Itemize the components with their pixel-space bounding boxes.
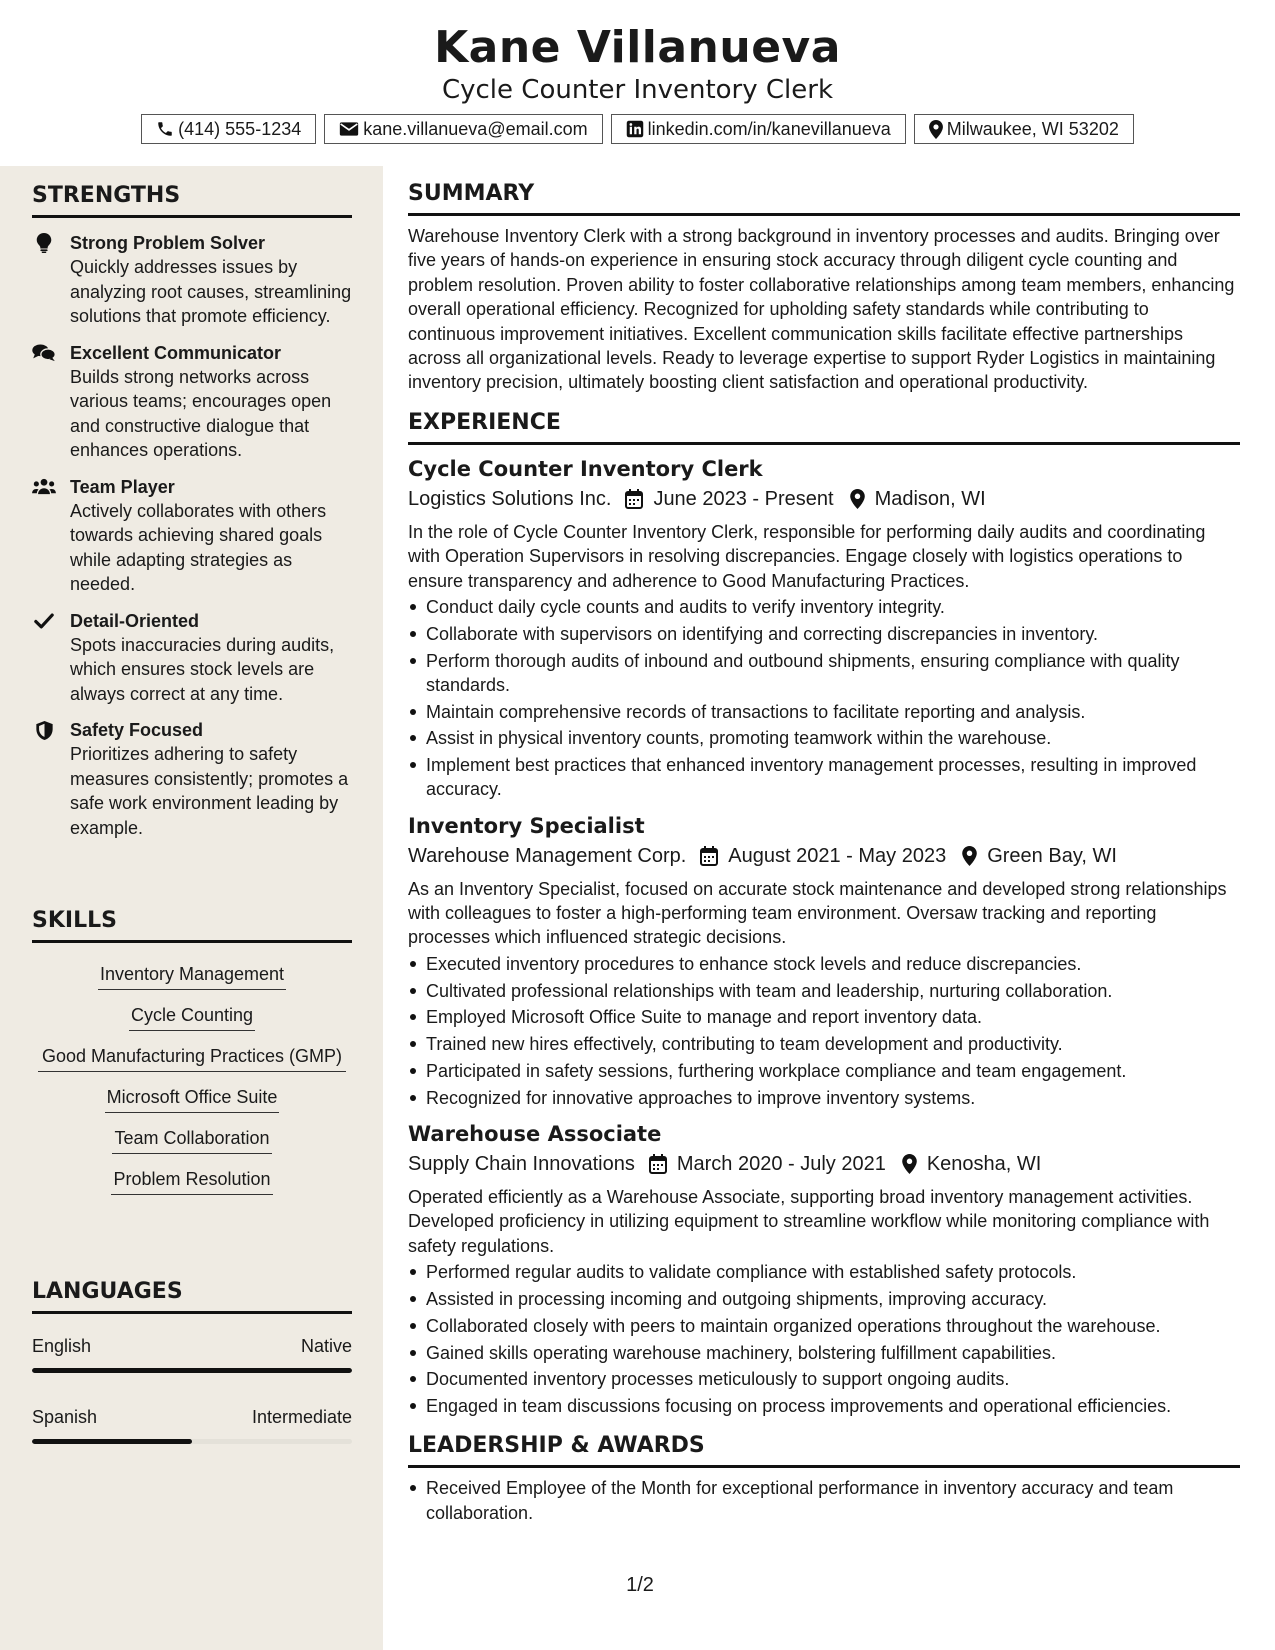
language-level: Intermediate — [251, 1407, 352, 1427]
candidate-name: Kane Villanueva — [434, 22, 841, 73]
contact-phone[interactable] — [141, 114, 316, 144]
job-bullet: Implement best practices that enhanced inventory management processes, resulting in improved accuracy. — [408, 753, 1240, 801]
phone-icon — [156, 120, 174, 138]
calendar-icon — [625, 489, 643, 509]
location-icon — [850, 489, 865, 509]
job-bullet: Engaged in team discussions focusing on process improvements and operational efficiencies. — [408, 1394, 1240, 1418]
job-company: Warehouse Management Corp. — [408, 844, 687, 867]
skills-heading: SKILLS — [32, 907, 352, 943]
strength-item — [32, 475, 352, 597]
job-meta — [408, 1149, 1240, 1179]
skill-tag: Inventory Management — [98, 962, 286, 990]
strength-desc: Prioritizes adhering to safety measures consistently; promotes a safe work environment leading by example. — [70, 744, 349, 838]
main-content — [408, 180, 1240, 1539]
job-bullet: Assisted in processing incoming and outgoing shipments, improving accuracy. — [408, 1287, 1240, 1311]
skill-tag: Microsoft Office Suite — [105, 1085, 280, 1113]
job-bullets — [408, 1260, 1240, 1418]
sidebar — [0, 166, 383, 1650]
location-icon — [962, 846, 977, 866]
strength-desc: Quickly addresses issues by analyzing root causes, streamlining solutions that promote efficiency. — [70, 257, 352, 326]
job-bullets — [408, 952, 1240, 1110]
job-dates: June 2023 - Present — [653, 487, 834, 510]
contact-location-text: Milwaukee, WI 53202 — [946, 118, 1119, 139]
strength-item — [32, 609, 352, 707]
calendar-icon — [649, 1154, 667, 1174]
comments-icon — [32, 343, 56, 363]
job-company: Supply Chain Innovations — [408, 1153, 635, 1176]
job-description: In the role of Cycle Counter Inventory Clerk, responsible for performing daily audits and coordinating with Operation Supervisors in resolving discrepancies. Engage closely with logistics operations to ensure transparency and adherence to Good Manufacturing Practices. — [408, 521, 1206, 591]
checkmark-icon — [32, 611, 56, 631]
strength-item — [32, 231, 352, 329]
page-number: 1/2 — [626, 1574, 654, 1596]
lightbulb-icon — [32, 233, 56, 253]
job-dates: August 2021 - May 2023 — [728, 844, 947, 867]
language-name: Spanish — [32, 1407, 98, 1427]
job-dates: March 2020 - July 2021 — [676, 1153, 886, 1176]
job-bullet: Maintain comprehensive records of transactions to facilitate reporting and analysis. — [408, 700, 1240, 724]
strengths-section — [32, 182, 352, 840]
language-name: English — [32, 1336, 92, 1356]
experience-section — [408, 409, 1240, 1419]
strength-title: Team Player — [70, 476, 175, 497]
users-icon — [32, 477, 56, 497]
strength-desc: Actively collaborates with others towards achieving shared goals while adapting strategies as needed. — [70, 500, 327, 594]
skills-list — [32, 943, 352, 1195]
job-company: Logistics Solutions Inc. — [408, 487, 612, 510]
strength-title: Safety Focused — [70, 720, 204, 740]
job-bullet: Employed Microsoft Office Suite to manage and report inventory data. — [408, 1005, 1240, 1029]
calendar-icon — [700, 846, 718, 866]
contact-email[interactable] — [324, 114, 602, 144]
awards-heading: LEADERSHIP & AWARDS — [408, 1432, 1240, 1468]
strength-desc: Builds strong networks across various teams; encourages open and constructive dialogue that enhances operations. — [70, 366, 332, 460]
summary-section — [408, 180, 1240, 395]
job-title: Cycle Counter Inventory Clerk — [408, 456, 763, 481]
language-level: Native — [300, 1336, 352, 1356]
job-bullet: Documented inventory processes meticulously to support ongoing audits. — [408, 1367, 1240, 1391]
job-bullet: Perform thorough audits of inbound and outbound shipments, ensuring compliance with quality standards. — [408, 649, 1240, 697]
language-proficiency-bar — [32, 1368, 352, 1373]
strength-item — [32, 341, 352, 463]
job-bullet: Collaborate with supervisors on identifying and correcting discrepancies in inventory. — [408, 622, 1240, 646]
contact-linkedin[interactable] — [611, 114, 906, 144]
job-location: Green Bay, WI — [987, 844, 1117, 867]
awards-section — [408, 1432, 1240, 1524]
job-bullet: Collaborated closely with peers to maintain organized operations throughout the warehouse. — [408, 1314, 1240, 1338]
job-bullet: Gained skills operating warehouse machinery, bolstering fulfillment capabilities. — [408, 1341, 1240, 1365]
job-location: Madison, WI — [874, 487, 986, 510]
job-meta — [408, 841, 1240, 871]
strength-title: Detail-Oriented — [70, 610, 200, 631]
summary-heading: SUMMARY — [408, 180, 1240, 216]
job-bullets — [408, 595, 1240, 802]
contact-linkedin-text: linkedin.com/in/kanevillanueva — [647, 118, 891, 139]
strength-desc: Spots inaccuracies during audits, which ensures stock levels are always correct at any time. — [70, 634, 335, 704]
job-entry — [408, 455, 1240, 802]
language-item — [32, 1405, 352, 1444]
job-description: As an Inventory Specialist, focused on accurate stock maintenance and developed strong relationships with colleagues to foster a high-performing team environment. Oversaw tracking and reporting processes which influenced strategic decisions. — [408, 878, 1227, 948]
contact-bar — [0, 114, 1275, 144]
skill-tag: Good Manufacturing Practices (GMP) — [38, 1044, 346, 1072]
job-meta — [408, 484, 1240, 514]
job-bullet: Performed regular audits to validate compliance with established safety protocols. — [408, 1260, 1240, 1284]
strength-title: Excellent Communicator — [70, 342, 282, 363]
linkedin-icon — [626, 120, 644, 138]
candidate-title: Cycle Counter Inventory Clerk — [441, 75, 834, 105]
location-icon — [929, 120, 943, 139]
job-bullet: Conduct daily cycle counts and audits to verify inventory integrity. — [408, 595, 1240, 619]
job-bullet: Recognized for innovative approaches to improve inventory systems. — [408, 1086, 1240, 1110]
location-icon — [902, 1154, 917, 1174]
skill-tag: Problem Resolution — [111, 1167, 272, 1195]
resume-header — [0, 0, 1275, 166]
job-title: Inventory Specialist — [408, 813, 645, 838]
job-location: Kenosha, WI — [926, 1153, 1042, 1176]
awards-list — [408, 1476, 1240, 1524]
skill-tag: Team Collaboration — [112, 1126, 271, 1154]
shield-icon — [32, 720, 56, 740]
job-entry — [408, 812, 1240, 1110]
contact-location — [914, 114, 1134, 144]
job-title: Warehouse Associate — [408, 1122, 662, 1147]
languages-heading: LANGUAGES — [32, 1278, 352, 1314]
language-proficiency-bar — [32, 1439, 352, 1444]
experience-heading: EXPERIENCE — [408, 409, 1240, 445]
languages-section — [32, 1278, 352, 1444]
strength-title: Strong Problem Solver — [70, 233, 266, 253]
email-icon — [339, 121, 359, 137]
skills-section — [32, 907, 352, 1195]
award-item: Received Employee of the Month for exceptional performance in inventory accuracy and team collaboration. — [408, 1476, 1240, 1524]
skill-tag: Cycle Counting — [129, 1003, 255, 1031]
contact-phone-text: (414) 555-1234 — [178, 118, 302, 139]
job-bullet: Trained new hires effectively, contributing to team development and productivity. — [408, 1032, 1240, 1056]
language-proficiency-fill — [32, 1439, 192, 1444]
language-proficiency-fill — [32, 1368, 352, 1373]
language-item — [32, 1334, 352, 1373]
job-entry — [408, 1120, 1240, 1418]
job-bullet: Assist in physical inventory counts, promoting teamwork within the warehouse. — [408, 726, 1240, 750]
contact-email-text: kane.villanueva@email.com — [363, 118, 588, 139]
job-bullet: Cultivated professional relationships with team and leadership, nurturing collaboration. — [408, 979, 1240, 1003]
strengths-heading: STRENGTHS — [32, 182, 352, 218]
strength-item — [32, 718, 352, 840]
job-bullet: Executed inventory procedures to enhance stock levels and reduce discrepancies. — [408, 952, 1240, 976]
job-description: Operated efficiently as a Warehouse Associate, supporting broad inventory management activities. Developed proficiency in utilizing equipment to streamline workflow while monitoring compliance with safety regulations. — [408, 1187, 1210, 1256]
job-bullet: Participated in safety sessions, furthering workplace compliance and team engagement. — [408, 1059, 1240, 1083]
summary-text: Warehouse Inventory Clerk with a strong background in inventory processes and audits. Bringing over five years of hands-on experience in ensuring stock accuracy through diligent cycle counting and problem resolution. Proven ability to foster collaborative relationships among team members, enhancing overall operational efficiency. Recognized for upholding safety standards while contributing to continuous improvement initiatives. Excellent communication skills facilitate effective partnerships across all organizational levels. Ready to leverage expertise to support Ryder Logistics in maintaining inventory precision, ultimately boosting client satisfaction and operational productivity. — [408, 226, 1235, 393]
